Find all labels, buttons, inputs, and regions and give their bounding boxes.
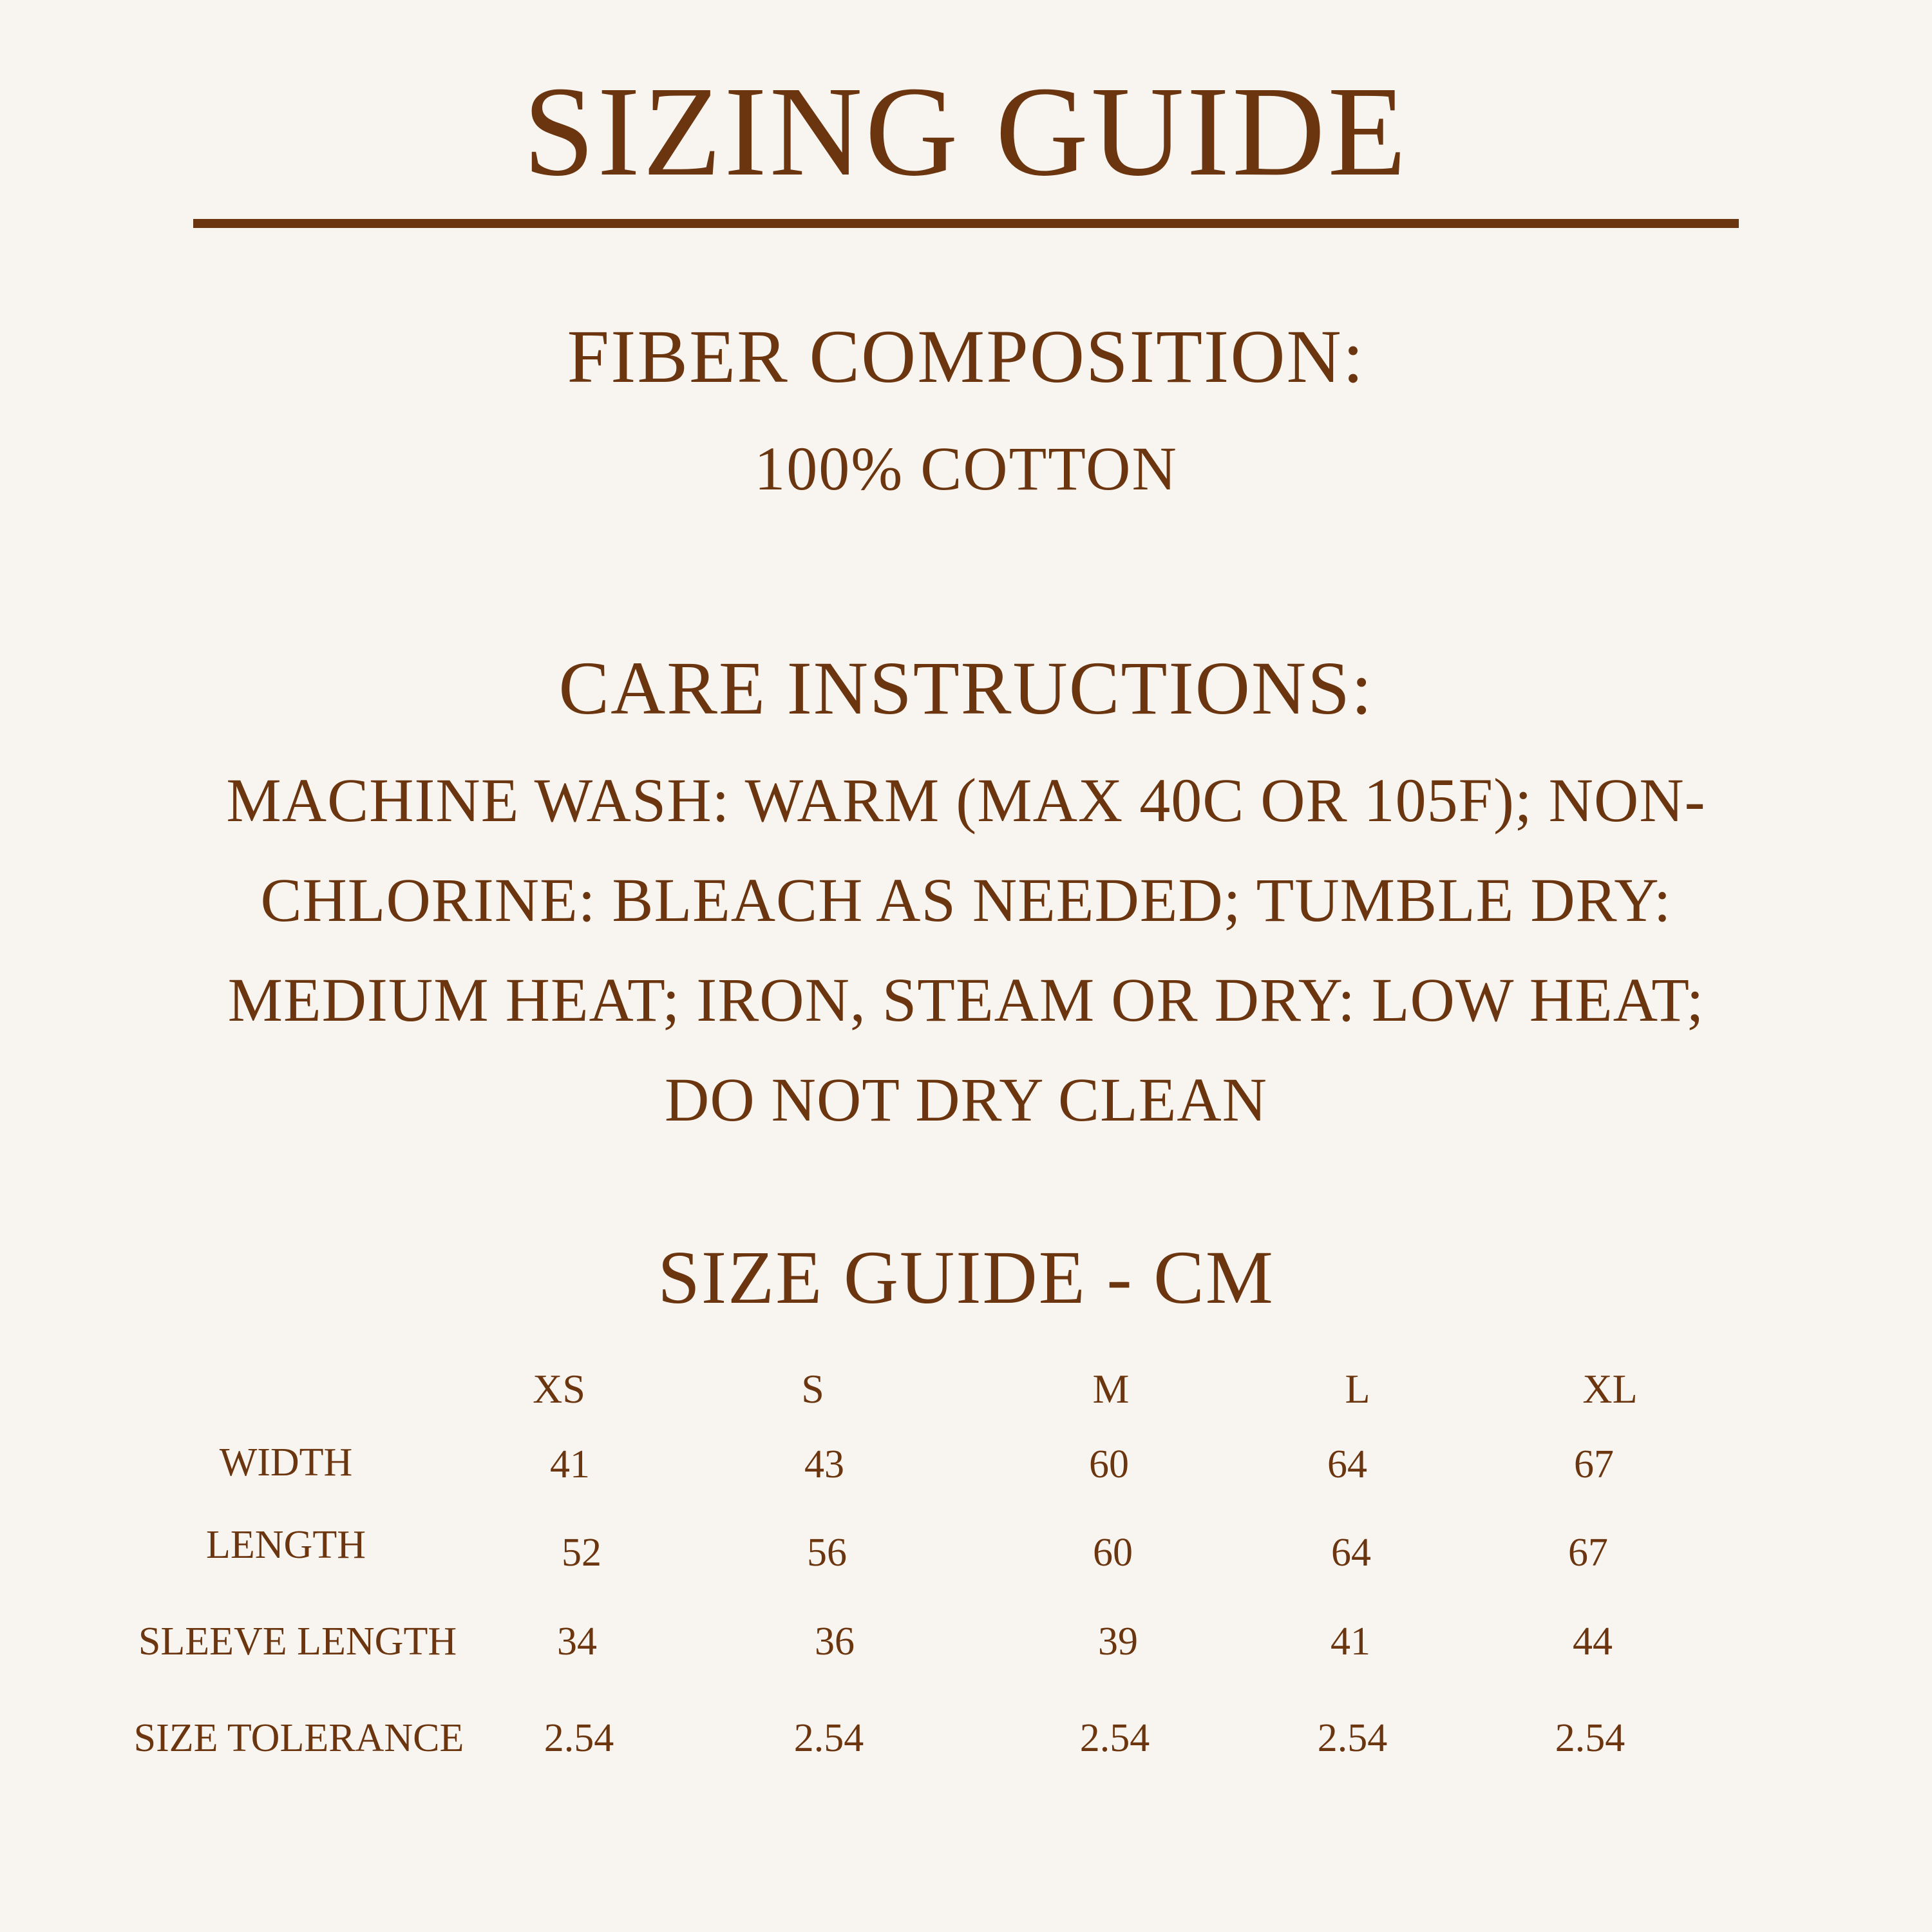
- table-cell: 41: [550, 1443, 590, 1486]
- table-cell: 2.54: [544, 1716, 614, 1760]
- size-column-header-xl: XL: [1582, 1366, 1638, 1412]
- row-label-width: WIDTH: [219, 1441, 353, 1484]
- table-cell: 64: [1327, 1443, 1367, 1486]
- table-cell: 64: [1331, 1531, 1371, 1575]
- row-label-length: LENGTH: [206, 1523, 366, 1567]
- care-instructions-line: MEDIUM HEAT; IRON, STEAM OR DRY: LOW HEAT;: [227, 965, 1705, 1034]
- table-cell: 39: [1098, 1620, 1138, 1663]
- table-cell: 2.54: [1317, 1716, 1388, 1760]
- table-cell: 56: [807, 1531, 847, 1575]
- care-instructions-line: DO NOT DRY CLEAN: [664, 1065, 1267, 1134]
- table-cell: 41: [1331, 1620, 1370, 1663]
- table-cell: 34: [557, 1620, 597, 1663]
- title-divider: [193, 219, 1739, 228]
- table-cell: 44: [1573, 1620, 1613, 1663]
- table-cell: 2.54: [793, 1716, 864, 1760]
- care-instructions-line: MACHINE WASH: WARM (MAX 40C OR 105F); NON-: [226, 766, 1706, 835]
- size-column-header-s: S: [801, 1366, 824, 1412]
- size-column-header-xs: XS: [533, 1366, 585, 1412]
- care-instructions-heading: CARE INSTRUCTIONS:: [558, 646, 1374, 730]
- table-cell: 52: [562, 1531, 601, 1575]
- table-cell: 36: [815, 1620, 855, 1663]
- table-cell: 2.54: [1079, 1716, 1150, 1760]
- size-guide-heading: SIZE GUIDE - CM: [658, 1235, 1274, 1320]
- table-cell: 60: [1089, 1443, 1129, 1486]
- table-cell: 67: [1574, 1443, 1614, 1486]
- page-title: SIZING GUIDE: [523, 61, 1409, 203]
- row-label-size-tolerance: SIZE TOLERANCE: [133, 1716, 464, 1760]
- table-cell: 67: [1568, 1531, 1608, 1575]
- care-instructions-line: CHLORINE: BLEACH AS NEEDED; TUMBLE DRY:: [260, 866, 1672, 934]
- fiber-composition-heading: FIBER COMPOSITION:: [567, 314, 1365, 399]
- table-cell: 43: [804, 1443, 844, 1486]
- table-cell: 2.54: [1555, 1716, 1625, 1760]
- fiber-composition-value: 100% COTTON: [754, 434, 1178, 503]
- size-column-header-l: L: [1345, 1366, 1370, 1412]
- table-cell: 60: [1093, 1531, 1133, 1575]
- size-column-header-m: M: [1092, 1366, 1130, 1412]
- row-label-sleeve-length: SLEEVE LENGTH: [138, 1620, 457, 1663]
